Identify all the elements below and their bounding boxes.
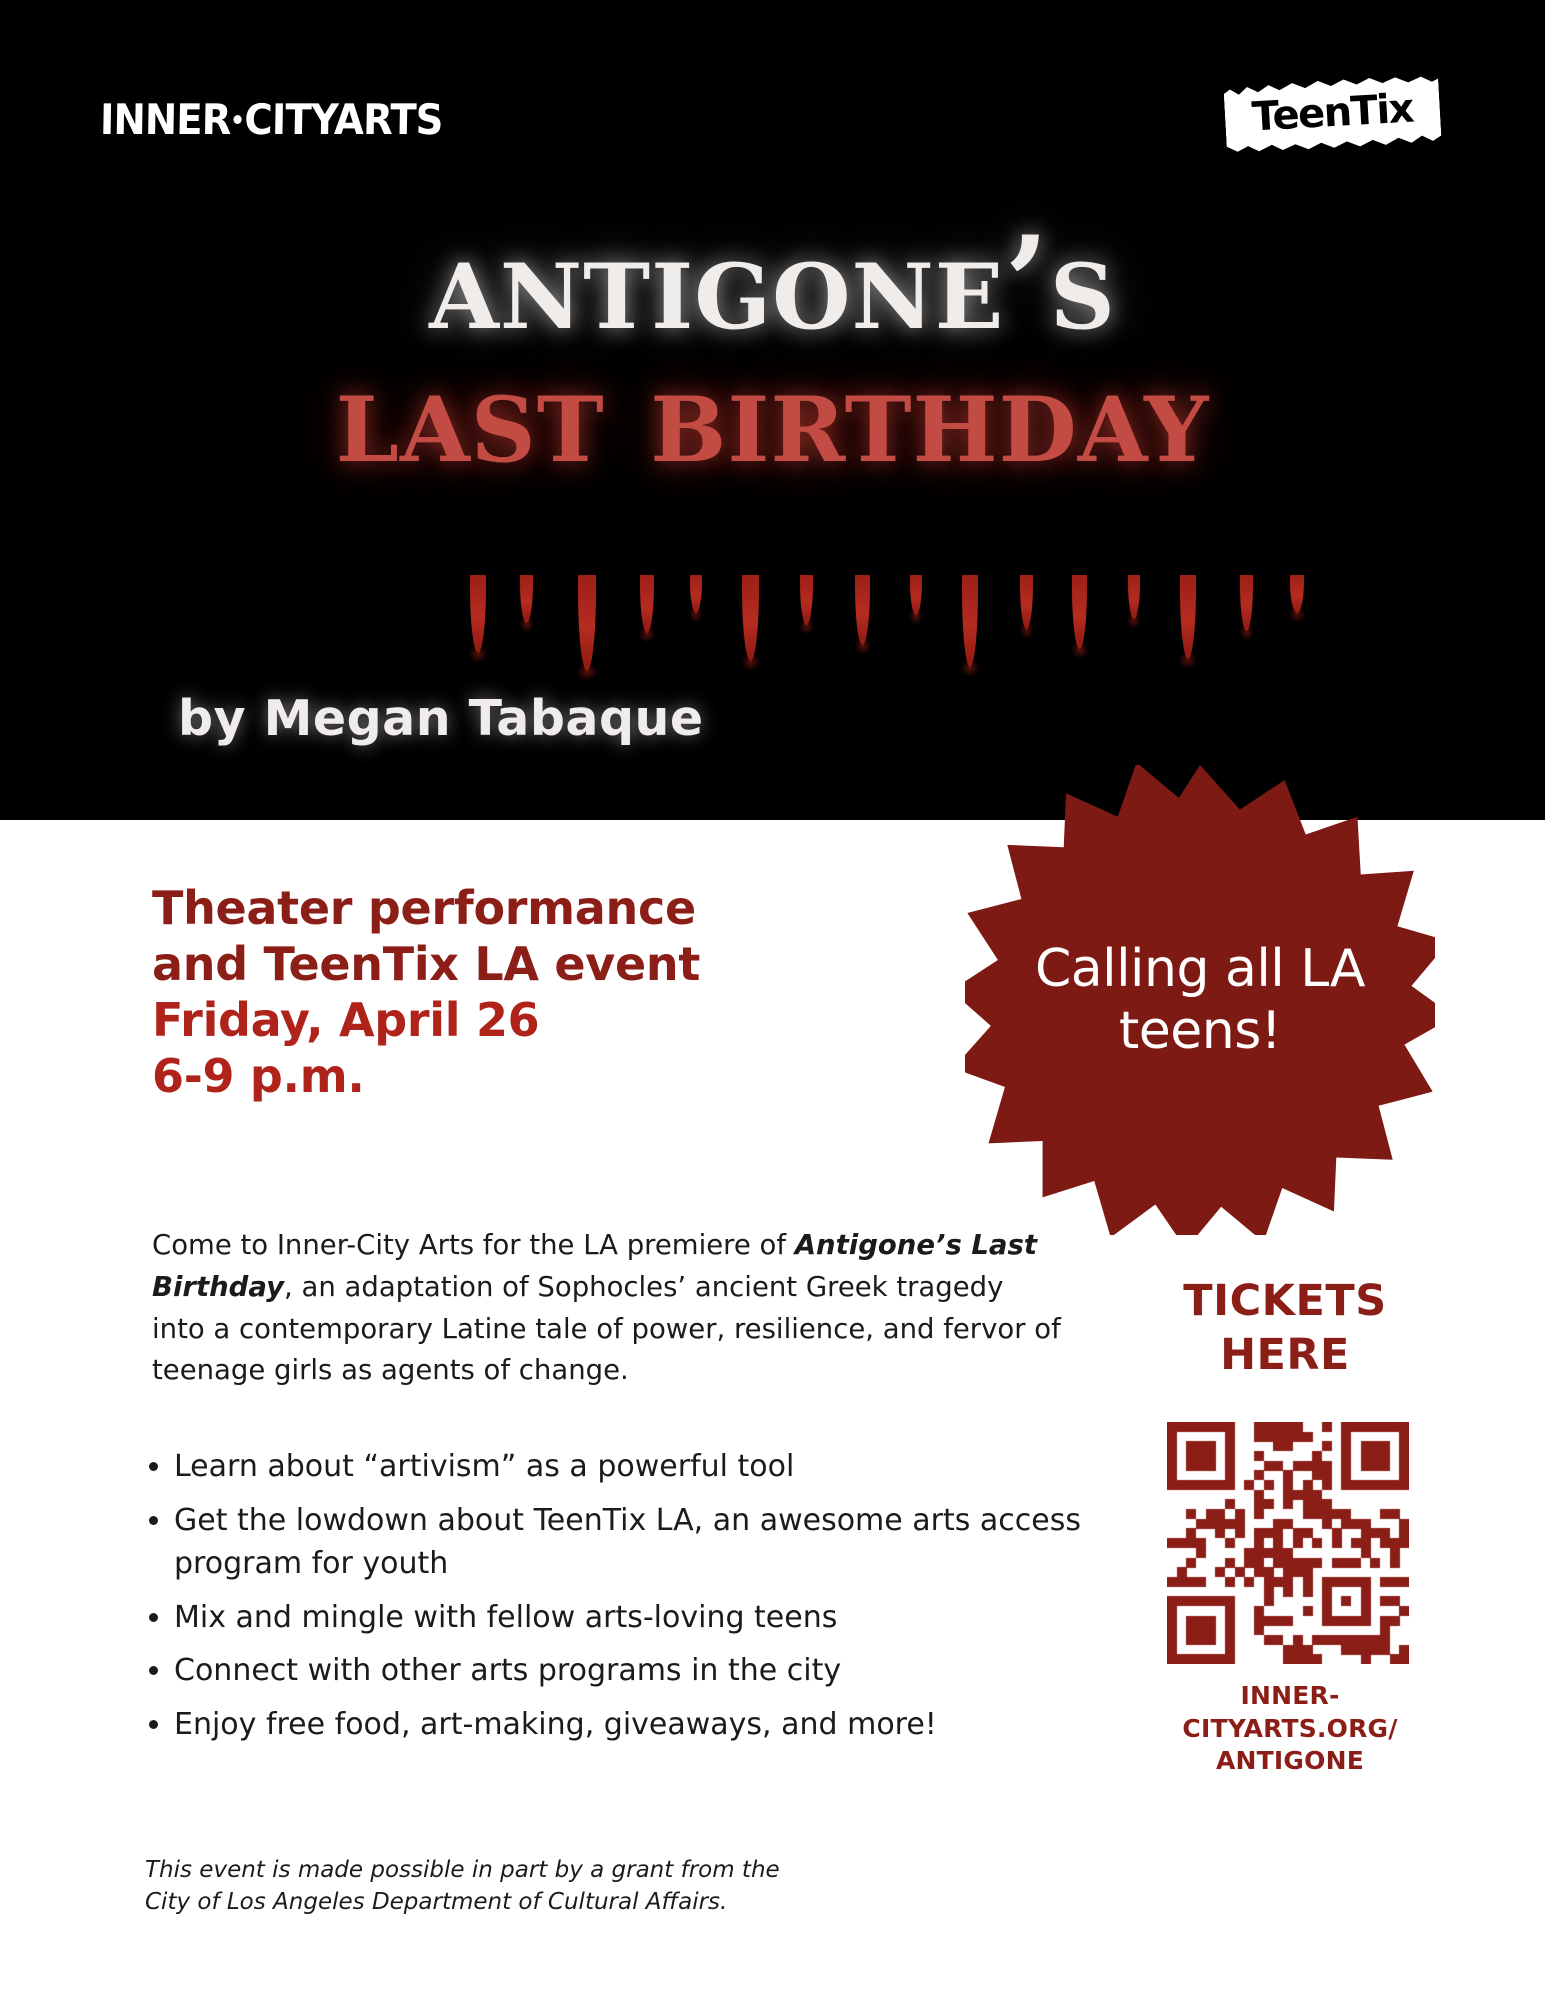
blood-drip-decoration	[0, 575, 1545, 685]
tickets-heading-line-1: TICKETS	[1183, 1276, 1387, 1326]
inner-city-arts-logo	[100, 95, 443, 144]
teentix-logo-label: TeenTix	[1250, 85, 1415, 140]
tickets-heading-line-2: HERE	[1220, 1329, 1350, 1380]
qr-code[interactable]	[1167, 1422, 1409, 1664]
ticket-url-line-3: ANTIGONE	[1216, 1746, 1364, 1775]
hero-panel	[0, 0, 1545, 820]
title-line-2: last birthday	[335, 342, 1210, 492]
teentix-logo	[1225, 78, 1440, 150]
list-item: • Get the lowdown about TeenTix LA, an awesome arts access program for youth	[174, 1499, 1184, 1586]
ticket-url-line-2: CITYARTS.ORG/	[1182, 1713, 1398, 1743]
list-item: • Learn about “artivism” as a powerful tool	[174, 1445, 1184, 1489]
list-item: • Mix and mingle with fellow arts-loving teens	[174, 1596, 1184, 1640]
highlights-list	[140, 1445, 1184, 1756]
ticket-url-line-1: INNER-	[1240, 1681, 1340, 1710]
logo-dot-icon	[233, 115, 241, 124]
author-byline: by Megan Tabaque	[178, 690, 704, 747]
grant-footnote	[145, 1855, 1045, 1918]
list-item: • Connect with other arts programs in the city	[174, 1649, 1184, 1693]
headline-line-1: Theater performance	[152, 881, 696, 935]
logo-text-city: CITY	[244, 95, 335, 144]
event-headline	[152, 880, 952, 1104]
tickets-heading	[1140, 1275, 1430, 1383]
event-time: 6-9 p.m.	[152, 1049, 365, 1104]
poster-title	[0, 209, 1545, 492]
title-line-1: antigone’s	[429, 209, 1116, 359]
footnote-line-2: City of Los Angeles Department of Cultural Affairs.	[145, 1888, 728, 1915]
ticket-url	[1130, 1680, 1450, 1778]
intro-after: , an adaptation of Sophocles’ ancient Greek tragedy into a contemporary Latine tale of power, resilience, and fervor of teenage girls as agents of change.	[152, 1270, 1061, 1387]
intro-paragraph	[152, 1225, 1062, 1392]
list-item: • Enjoy free food, art-making, giveaways, and more!	[174, 1703, 1184, 1747]
footnote-line-1: This event is made possible in part by a grant from the	[145, 1857, 780, 1883]
starburst-badge-label: Calling all LA teens!	[1034, 938, 1366, 1061]
logo-text-inner: INNER	[99, 95, 232, 144]
headline-line-2: and TeenTix LA event	[152, 937, 701, 992]
logo-text-arts: ARTS	[333, 95, 443, 144]
event-date: Friday, April 26	[152, 993, 540, 1048]
intro-before: Come to Inner-City Arts for the LA premiere of	[152, 1229, 795, 1261]
play-title-emphasis: Antigone’s Last Birthday	[152, 1229, 1037, 1303]
